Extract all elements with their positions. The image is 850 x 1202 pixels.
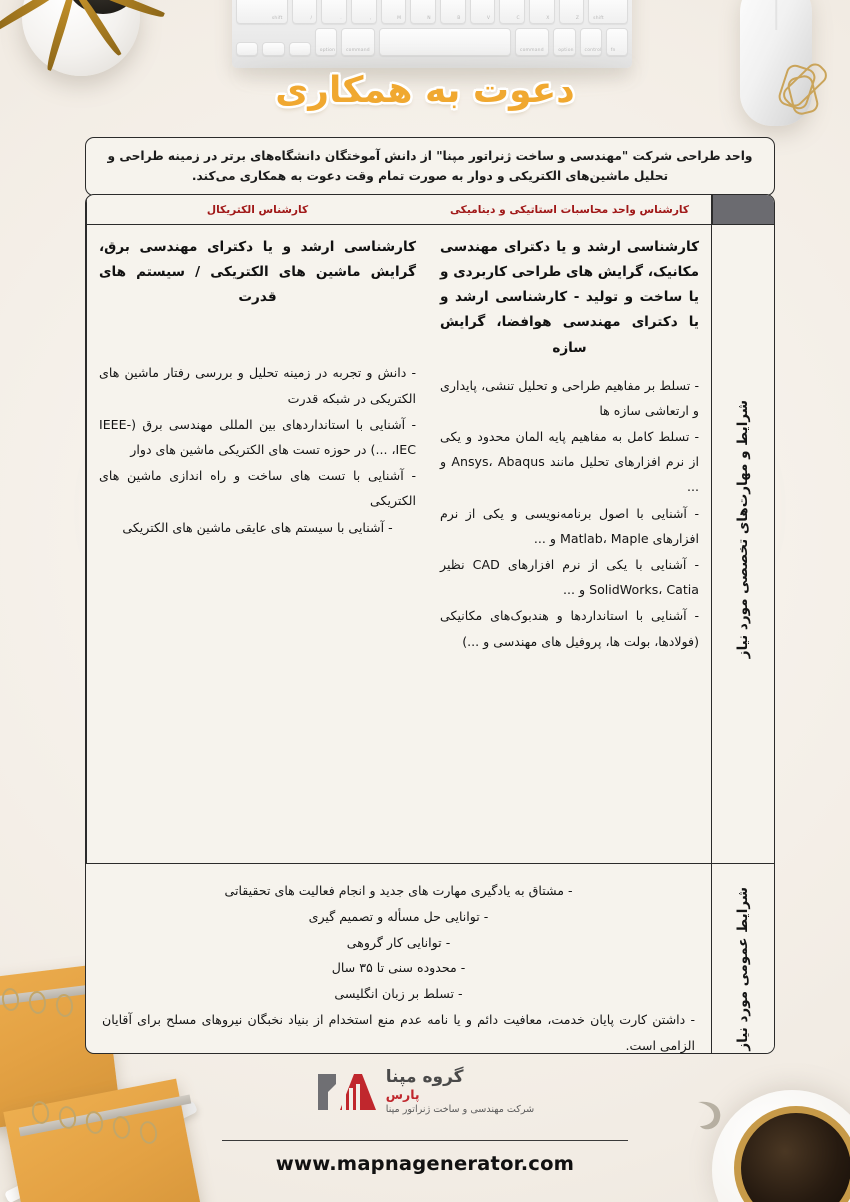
list-item: - تسلط کامل به مفاهیم پایه المان محدود و یکی از نرم افزارهای تحلیل مانند Ansys، Abaqus و ...	[440, 429, 700, 495]
side-header-grey-cell	[712, 195, 774, 225]
brand-name: گروه مپنا	[385, 1067, 464, 1087]
list-item: - آشنایی با استانداردهای بین المللی مهندسی برق (IEEE-IEC، ...) در حوزه تست های الکتریکی ماشین های دوار	[99, 416, 416, 457]
list-item: - آشنایی با استانداردها و هندبوک‌های مکانیکی (فولادها، بولت ها، پروفیل های مهندسی و ...)	[440, 608, 699, 649]
footer	[0, 1054, 850, 1202]
list-item: - مشتاق به یادگیری مهارت های جدید و انجام فعالیت های تحقیقاتی	[224, 883, 573, 898]
list-item: - آشنایی با سیستم های عایقی ماشین های الکتریکی	[122, 519, 393, 535]
column-items-electrical	[87, 316, 428, 550]
section-label-text: شرایط عمومی مورد نیاز	[735, 886, 751, 1051]
brand-logo	[0, 1068, 850, 1116]
general-items	[86, 864, 711, 1054]
column-degree-electrical: کارشناسی ارشد و یا دکترای مهندسی برق، گرایش ماشین های الکتریکی / سیستم های قدرت	[99, 239, 416, 306]
page-title: دعوت به همکاری	[275, 70, 575, 111]
list-item: - محدوده سنی تا ۳۵ سال	[331, 960, 466, 976]
column-mechanical	[428, 195, 711, 863]
list-item: - توانایی حل مسأله و تصمیم گیری	[308, 908, 489, 924]
section-label-specialized	[711, 195, 774, 863]
column-electrical	[86, 195, 428, 863]
plant-leaf	[44, 0, 78, 71]
list-item: - تسلط بر زبان انگلیسی	[334, 986, 463, 1002]
list-item: - آشنایی با یکی از نرم افزارهای CAD نظیر SolidWorks، Catia و ...	[440, 557, 699, 598]
list-item: - تسلط بر مفاهیم طراحی و تحلیل تنشی، پایداری و ارتعاشی سازه ها	[440, 377, 699, 418]
requirements-table	[85, 194, 775, 1054]
section-specialized	[86, 195, 774, 863]
brand-subname: پارس	[385, 1086, 420, 1102]
plant-pot-image	[22, 0, 140, 76]
brand-logo-text	[386, 1068, 534, 1116]
footer-divider	[222, 1140, 628, 1141]
column-degree-mechanical: کارشناسی ارشد و یا دکترای مهندسی مکانیک، گرایش های طراحی کاربردی و یا ساخت و تولید - کارشناسی ارشد و یا دکترای مهندسی هوافضا، گرایش سازه	[440, 239, 699, 356]
list-item: - آشنایی با اصول برنامه‌نویسی و یکی از نرم افزارهای Matlab، Maple و ...	[440, 505, 699, 546]
list-item: - آشنایی با تست های ساخت و راه اندازی ماشین های الکتریکی	[99, 468, 416, 509]
website-url[interactable]: www.mapnagenerator.com	[275, 1152, 575, 1175]
column-items-mechanical	[428, 367, 711, 665]
brand-company: شرکت مهندسی و ساخت ژنراتور مپنا	[385, 1103, 535, 1115]
keyboard-image: shift Z X C V B N M , . / shift fn control option command command option	[232, 0, 632, 68]
list-item: - دانش و تجربه در زمینه تحلیل و بررسی رفتار ماشین های الکتریکی در شبکه قدرت	[99, 365, 416, 406]
mapna-logo-icon	[316, 1070, 378, 1114]
list-item: - داشتن کارت پایان خدمت، معافیت دائم و یا نامه عدم منع استخدام از بنیاد نخبگان نیروهای مسلح برای آقایان الزامی است.	[102, 1012, 695, 1053]
column-header-electrical: کارشناس الکتریکال	[87, 195, 428, 225]
list-item: - توانایی کار گروهی	[346, 934, 451, 950]
section-general	[86, 863, 774, 1054]
section-label-text: شرایط و مهارت‌های تخصصی مورد نیاز	[735, 399, 751, 659]
column-header-mechanical: کارشناس واحد محاسبات استاتیکی و دینامیکی	[428, 195, 711, 225]
intro-box: واحد طراحی شرکت "مهندسی و ساخت ژنراتور مپنا" از دانش آموختگان دانشگاه‌های برتر در زمینه طراحی و تحلیل ماشین‌های الکتریکی و دوار به صورت تمام وقت دعوت به همکاری می‌کند.	[85, 137, 775, 196]
section-label-general	[711, 864, 774, 1054]
